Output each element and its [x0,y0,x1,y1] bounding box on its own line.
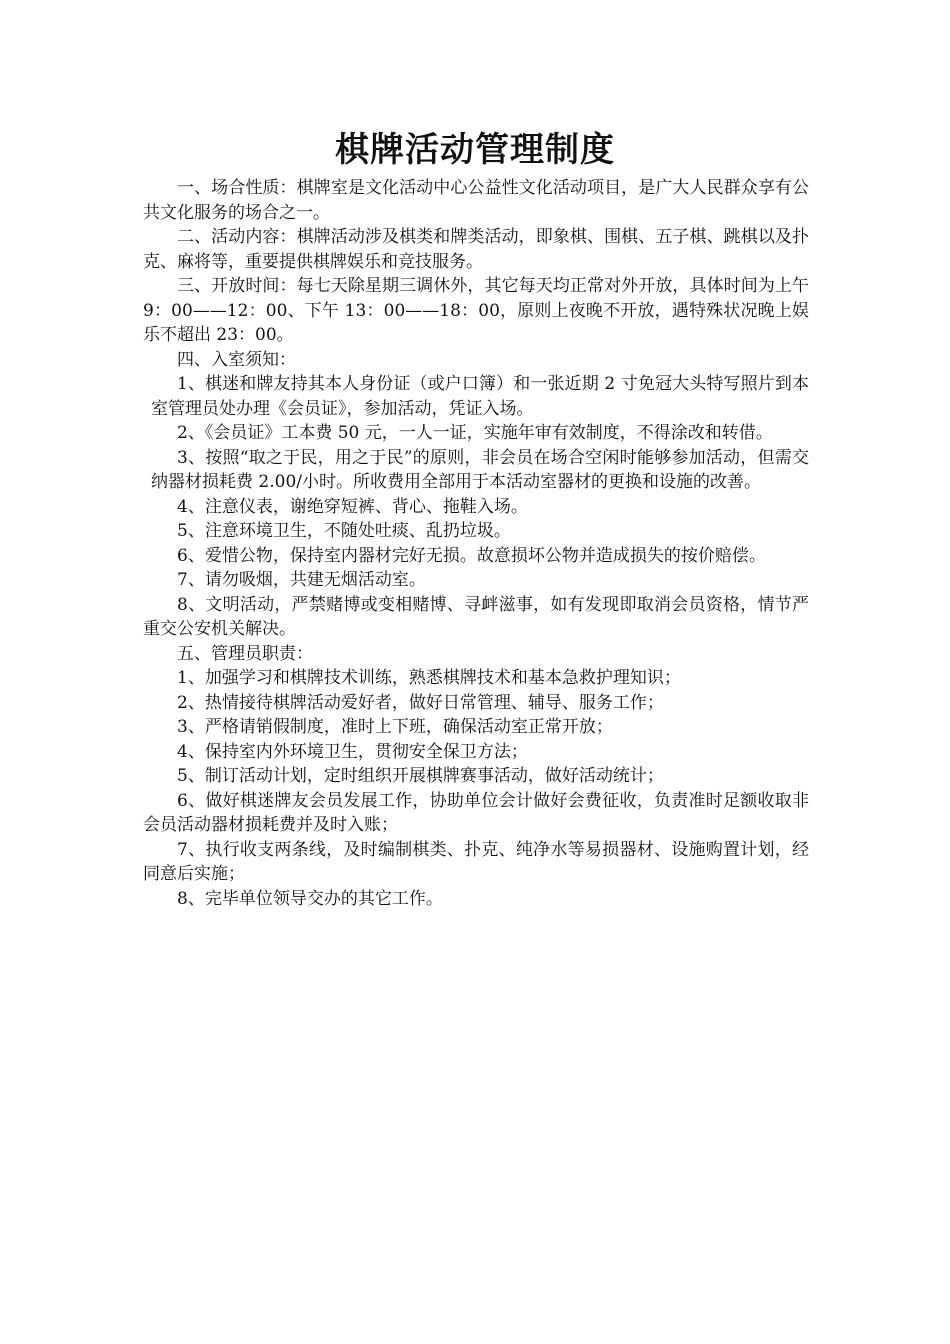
entry-notice-item: 7、请勿吸烟，共建无烟活动室。 [177,570,426,590]
document-title: 棋牌活动管理制度 [335,130,615,170]
admin-duty-item: 6、做好棋迷牌友会员发展工作，协助单位会计做好会费征收，负责准时足额收取非会员活动器材损耗费并及时入账； [143,790,809,835]
admin-duty-item: 8、完毕单位领导交办的其它工作。 [177,888,443,909]
entry-notice-item: 2、《会员证》工本费 50 元，一人一证，实施年审有效制度，不得涂改和转借。 [177,423,773,443]
entry-notice-item: 8、文明活动，严禁赌博或变相赌博、寻衅滋事，如有发现即取消会员资格，情节严重交公安机关解决。 [143,594,809,639]
admin-duty-item: 3、严格请销假制度，准时上下班，确保活动室正常开放； [177,717,613,737]
admin-duty-item: 1、加强学习和棋牌技术训练，熟悉棋牌技术和基本急救护理知识； [177,668,681,688]
admin-duty-item: 2、热情接待棋牌活动爱好者，做好日常管理、辅导、服务工作； [177,692,664,713]
entry-notice-item: 6、爱惜公物，保持室内器材完好无损。故意损坏公物并造成损失的按价赔偿。 [177,545,766,566]
entry-notice-item: 3、按照“取之于民，用之于民”的原则，非会员在场合空闲时能够参加活动，但需交纳器材损耗费 2.00/小时。所收费用全部用于本活动室器材的更换和设施的改善。 [151,447,809,492]
admin-duty-item: 4、保持室内外环境卫生，贯彻安全保卫方法； [177,741,528,762]
entry-notice-item: 5、注意环境卫生，不随处吐痰、乱扔垃圾。 [177,521,511,541]
entry-notice-item: 4、注意仪表，谢绝穿短裤、背心、拖鞋入场。 [177,496,528,517]
section-content: 二、活动内容：棋牌活动涉及棋类和牌类活动，即象棋、围棋、五子棋、跳棋以及扑克、麻将等，重要提供棋牌娱乐和竞技服务。 [143,227,809,272]
document-body [143,176,809,911]
admin-duty-item: 5、制订活动计划，定时组织开展棋牌赛事活动，做好活动统计； [177,766,664,786]
admin-duty-item: 7、执行收支两条线，及时编制棋类、扑克、纯净水等易损器材、设施购置计划，经同意后实施； [143,839,809,884]
entry-notice-item: 1、棋迷和牌友持其本人身份证（或户口簿）和一张近期 2 寸免冠大头特写照片到本室管理员处办理《会员证》，参加活动，凭证入场。 [151,374,809,419]
section-entry-notice-heading: 四、入室须知： [177,349,296,370]
section-nature: 一、场合性质：棋牌室是文化活动中心公益性文化活动项目，是广大人民群众享有公共文化服务的场合之一。 [143,178,809,223]
section-admin-duties-heading: 五、管理员职责： [177,643,313,664]
section-opening-hours: 三、开放时间：每七天除星期三调休外，其它每天均正常对外开放，具体时间为上午 9：00——12：00、下午 13：00——18：00，原则上夜晚不开放，遇特殊状况晚上娱乐不超出 23：00。 [143,276,809,345]
